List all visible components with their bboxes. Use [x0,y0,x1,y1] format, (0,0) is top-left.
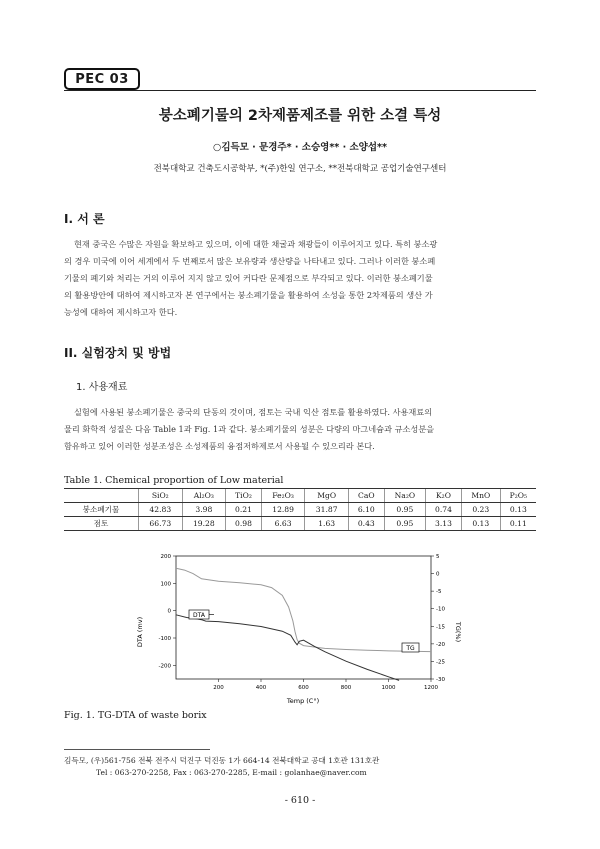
table-cell: 0.98 [226,517,262,531]
footnote-address: 김득모, (우)561-756 전북 전주시 덕진구 덕진동 1가 664-14 전북대학교 공대 1호관 131호관 [64,756,380,765]
intro-line: 기물의 폐기와 처리는 거의 이루어 지지 않고 있어 커다란 문제점으로 부각되고 있다. 이러한 붕소폐기물 [64,273,433,283]
intro-paragraph [64,236,536,321]
table-cell: 3.13 [426,517,462,531]
table-cell: 66.73 [139,517,183,531]
column-header [64,489,139,503]
footnote-rule [64,749,210,750]
column-header: K₂O [426,489,462,503]
table-cell: 0.13 [500,503,536,517]
paper-title: 붕소폐기물의 2차제품제조를 위한 소결 특성 [158,108,442,124]
method-heading: II. 실험장치 및 방법 [64,346,172,360]
x-tick-label: 1000 [381,685,396,691]
column-header: CaO [348,489,384,503]
x-tick-label: 800 [340,685,352,691]
table-cell: 0.95 [384,517,425,531]
y-right-tick-label: -10 [436,606,445,613]
table-caption: Table 1. Chemical proportion of Low material [64,475,284,486]
column-header: Fe₂O₃ [261,489,305,503]
row-label: 붕소폐기물 [64,503,139,517]
x-axis-label: Temp (C°) [286,697,320,705]
tg-series-label: TG [406,645,415,652]
x-tick-label: 1200 [424,685,438,691]
y-right-tick-label: 0 [436,571,440,578]
chemical-table [64,488,536,531]
series-line-tg [176,568,431,651]
y-right-tick-label: 5 [436,554,440,560]
x-tick-label: 400 [255,685,267,691]
y-left-tick-label: -100 [158,636,171,642]
column-header: TiO₂ [226,489,262,503]
intro-line: 능성에 대하여 제시하고자 한다. [64,307,178,317]
material-line: 실험에 사용된 붕소폐기물은 중국의 단동의 것이며, 점토는 국내 익산 점토를 활용하였다. 사용재료의 [74,407,433,417]
page-number: - 610 - [284,795,316,806]
table-cell: 0.95 [384,503,425,517]
column-header: MgO [305,489,349,503]
column-header: SiO₂ [139,489,183,503]
authors: ○김득모 · 문경주* · 소승영** · 소양섭** [213,142,387,153]
plot-frame [176,556,431,679]
intro-line: 현재 중국은 수많은 자원을 확보하고 있으며, 이에 대한 채굴과 채광들이 이루어지고 있다. 특히 붕소광 [74,239,438,249]
y-right-axis-label: TG(%) [454,621,462,643]
table-cell: 6.10 [348,503,384,517]
header-rule [64,90,536,91]
y-left-axis-label: DTA (mv) [136,616,144,648]
y-right-tick-label: -15 [436,624,445,631]
tg-dta-chart [130,548,460,708]
table-cell: 0.74 [426,503,462,517]
intro-line: 의 활용방안에 대하여 제시하고자 본 연구에서는 붕소폐기물을 활용하여 소성을 통한 2차제품의 생산 가 [64,290,433,300]
table-cell: 0.13 [461,517,500,531]
figure-caption: Fig. 1. TG-DTA of waste borix [64,710,207,721]
dta-series-label: DTA [193,612,205,619]
material-heading: 1. 사용재료 [76,382,128,393]
table-cell: 0.21 [226,503,262,517]
table-cell: 0.43 [348,517,384,531]
material-paragraph [64,404,536,455]
y-right-tick-label: -30 [436,677,445,683]
column-header: MnO [461,489,500,503]
intro-line: 의 경우 미국에 이어 세계에서 두 번째로서 많은 보유량과 생산량을 나타내고 있다. 그러나 이러한 붕소폐 [64,256,436,266]
footnote-contact: Tel : 063-270-2258, Fax : 063-270-2285, E-mail : golanhae@naver.com [96,768,367,777]
intro-heading: I. 서 론 [64,212,105,226]
table-cell: 6.63 [261,517,305,531]
row-label: 점토 [64,517,139,531]
y-left-tick-label: -200 [158,663,171,670]
table-cell: 0.11 [500,517,536,531]
session-code-box [64,68,140,90]
table-row [64,503,536,517]
material-line: 물리 화학적 성질은 다음 Table 1과 Fig. 1과 같다. 붕소폐기물의 성분은 다량의 마그네슘과 규소성분을 [64,424,435,434]
series-line-dta [176,615,399,681]
y-right-tick-label: -25 [436,659,445,666]
session-code: PEC 03 [75,71,129,87]
table-cell: 19.28 [182,517,226,531]
column-header: P₂O₅ [500,489,536,503]
table-cell: 12.89 [261,503,305,517]
material-line: 함유하고 있어 이러한 성분조성은 소성제품의 융점저하제로서 사용될 수 있으리라 본다. [64,441,375,451]
y-left-tick-label: 0 [167,608,171,615]
column-header: Na₂O [384,489,425,503]
table-cell: 42.83 [139,503,183,517]
table-cell: 1.63 [305,517,349,531]
y-left-tick-label: 100 [160,581,171,588]
affiliations: 전북대학교 건축도시공학부, *(주)한일 연구소, **전북대학교 공업기술연구센터 [153,164,447,174]
x-tick-label: 600 [298,685,309,691]
table-cell: 0.23 [461,503,500,517]
column-header: Al₂O₃ [182,489,226,503]
table-cell: 31.87 [305,503,349,517]
y-left-tick-label: 200 [160,554,171,560]
x-tick-label: 200 [213,685,224,691]
y-right-tick-label: -5 [436,589,442,596]
table-cell: 3.98 [182,503,226,517]
table-header-row [64,489,536,503]
y-right-tick-label: -20 [436,641,445,648]
table-row [64,517,536,531]
